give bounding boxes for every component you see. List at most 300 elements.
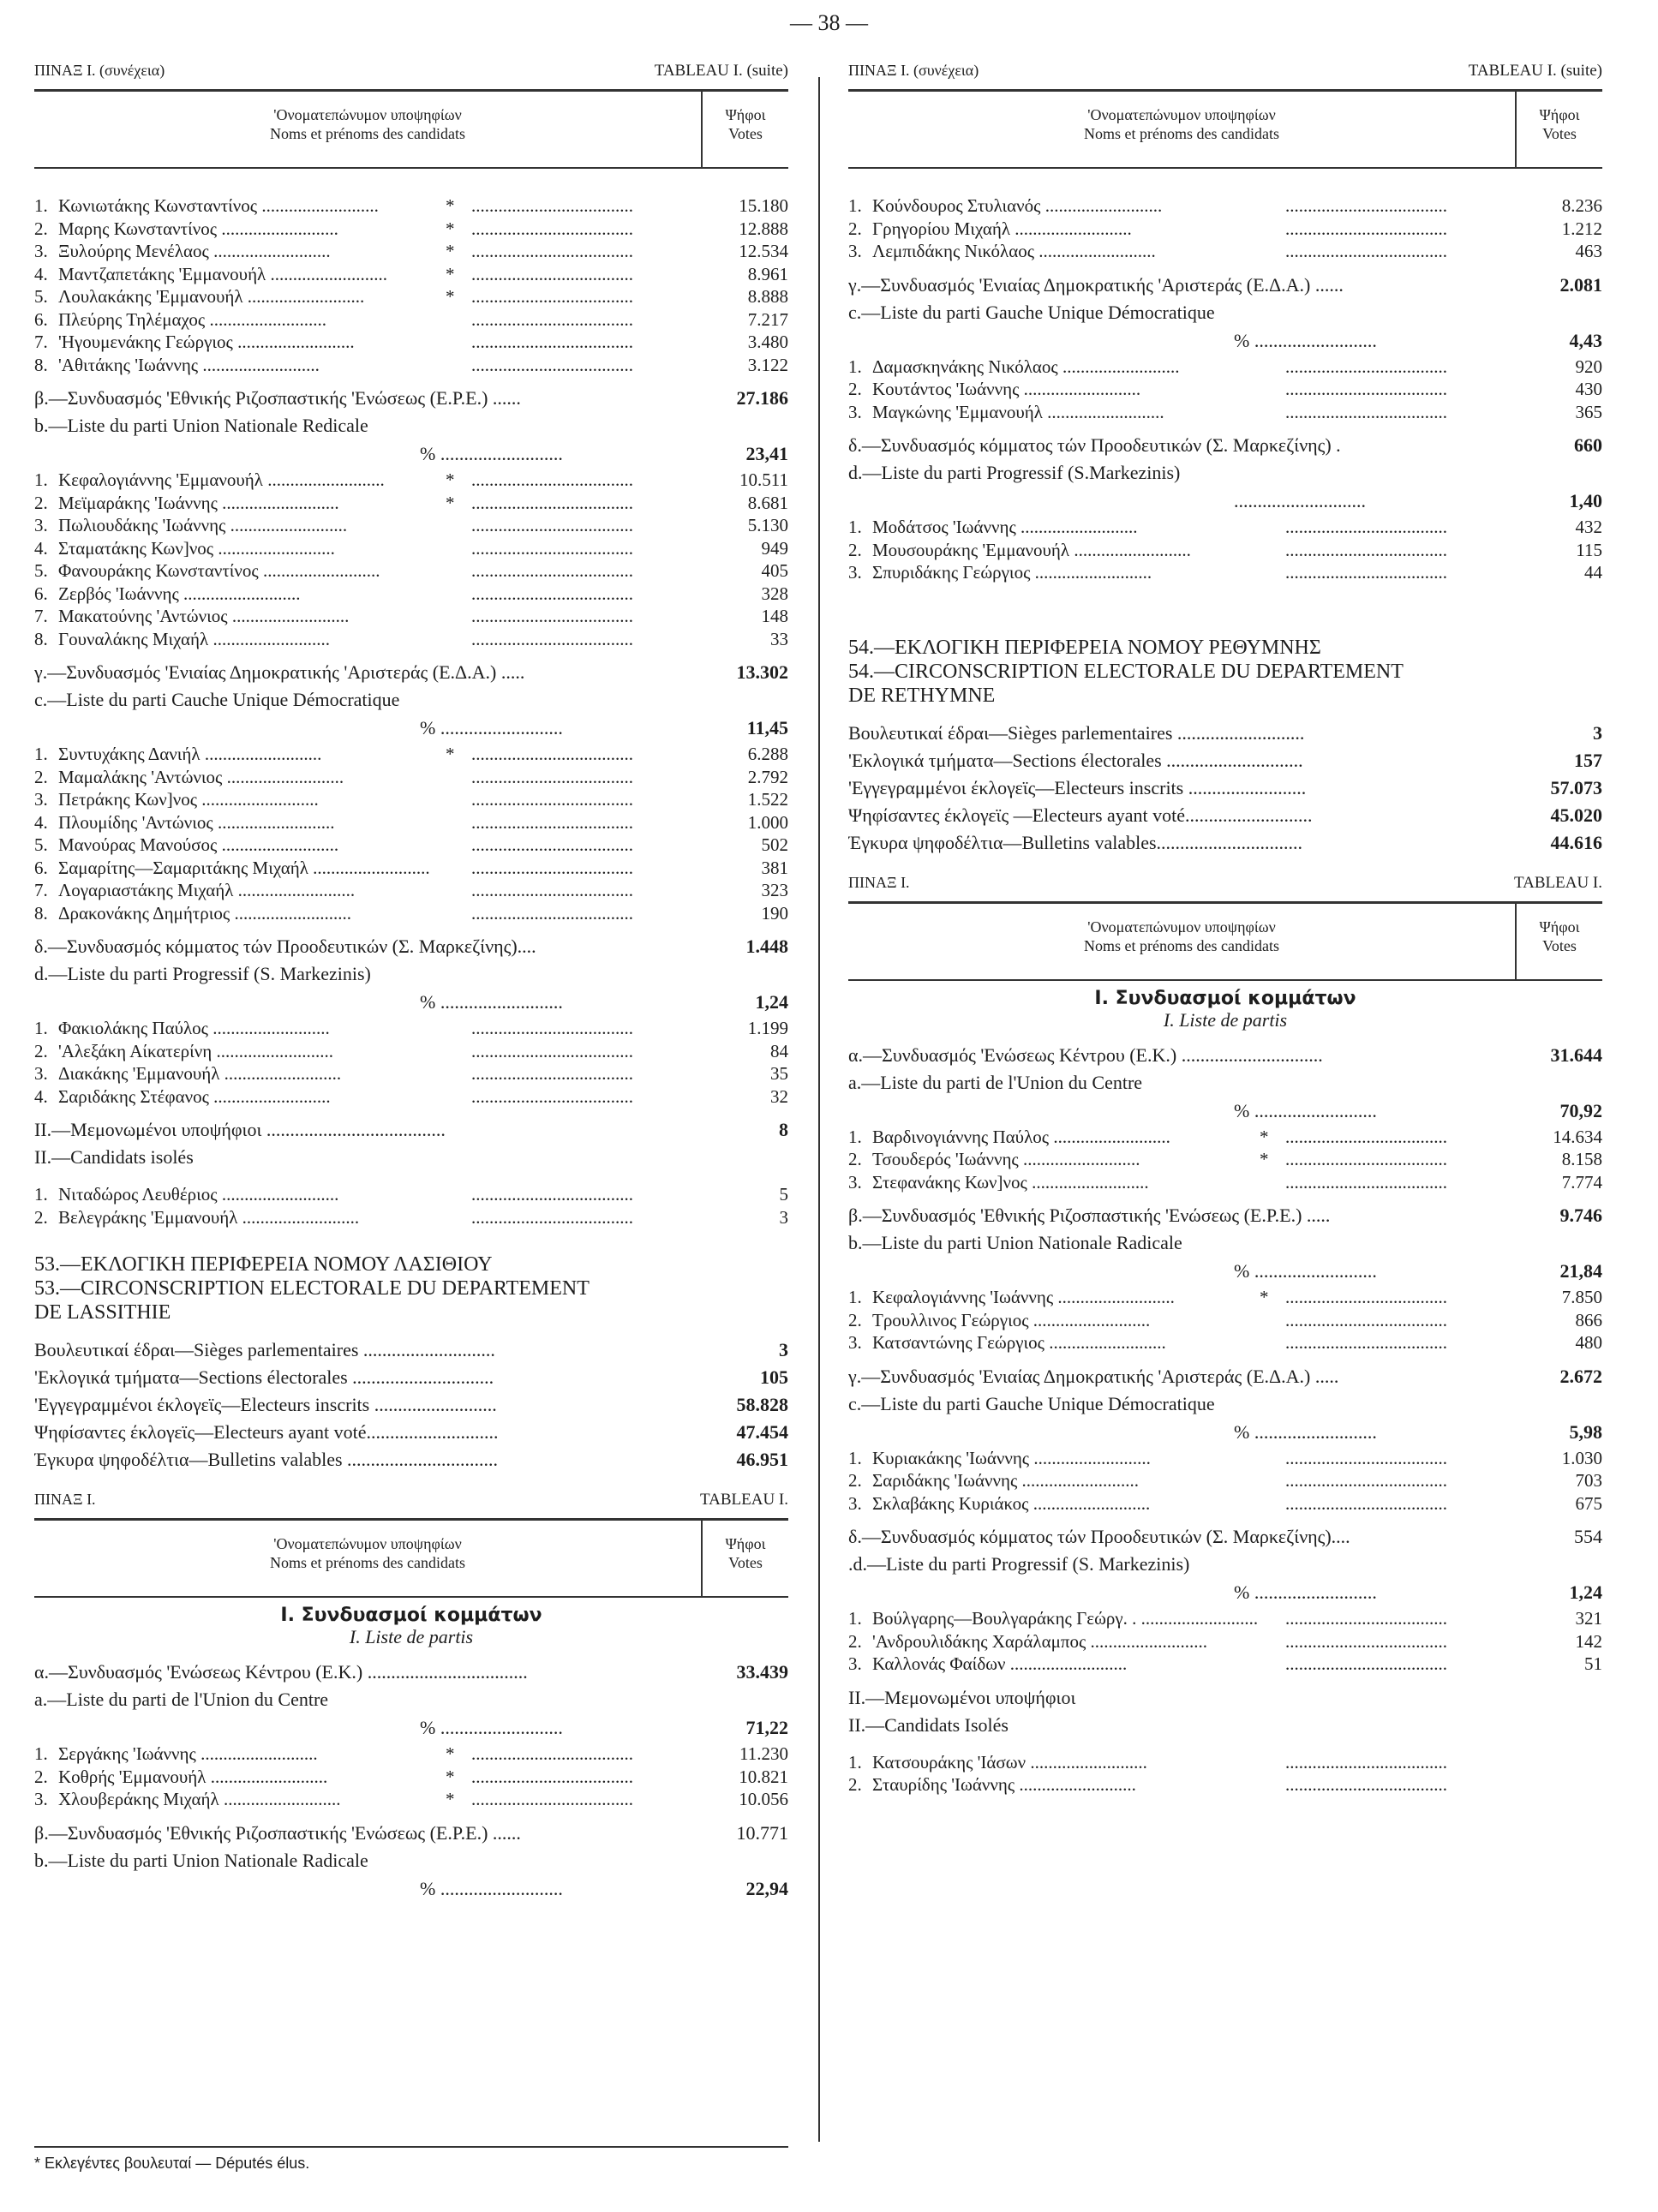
subheading-greek: I. Συνδυασμοί κομμάτων xyxy=(1094,987,1356,1009)
candidate-name xyxy=(848,194,1260,218)
candidate-name xyxy=(34,218,446,241)
candidate-votes: 920 xyxy=(1575,356,1602,377)
leader-dots: .................................... xyxy=(471,1206,633,1228)
candidate-name-text: Σταματάκης Κων]νος xyxy=(58,537,214,559)
candidate-number: 4. xyxy=(34,537,48,559)
candidate-row xyxy=(848,1492,1602,1516)
candidate-name-text: 'Αλεξάκη Αίκατερίνη xyxy=(58,1040,212,1061)
leader-dots: .................................... xyxy=(471,560,633,581)
candidate-votes: 430 xyxy=(1575,379,1602,399)
percent-sign: % .......................... xyxy=(1234,1581,1377,1603)
candidate-name-text: Μαρης Κωνσταντίνος xyxy=(58,218,218,239)
elected-mark: * xyxy=(446,218,455,239)
candidate-name-text: Φακιολάκης Παύλος xyxy=(58,1018,208,1038)
party-label: β.—Συνδυασμός 'Εθνικής Ριζοσπαστικής 'Ενώσεως (Ε.Ρ.Ε.) ...... xyxy=(34,387,521,409)
leader-dots: .......................... xyxy=(217,1184,339,1205)
candidate-row xyxy=(34,1183,788,1206)
leader-dots: .................................... xyxy=(1285,539,1447,560)
candidate-number: 2. xyxy=(848,218,862,239)
candidate-name xyxy=(848,1171,1260,1194)
leader-dots: .................................... xyxy=(1285,241,1447,261)
isolated-label: II.—Μεμονωμένοι υποψήφιοι xyxy=(848,1686,1076,1708)
leader-dots: .......................... xyxy=(1029,1447,1151,1468)
leader-dots: .......................... xyxy=(218,1789,341,1809)
candidate-votes: 1.522 xyxy=(747,789,788,810)
stat-value: 45.020 xyxy=(1550,804,1602,826)
elected-mark: * xyxy=(1260,1149,1269,1169)
candidate-name xyxy=(848,378,1260,401)
candidate-name xyxy=(34,308,446,332)
leader-dots: .................................... xyxy=(1285,1287,1447,1307)
elected-mark: * xyxy=(1260,1126,1269,1147)
candidate-row xyxy=(848,1148,1602,1171)
party-label: α.—Συνδυασμός 'Ενώσεως Κέντρου (Ε.Κ.) .............................. xyxy=(848,1043,1323,1066)
party-label: γ.—Συνδυασμός 'Ενιαίας Δημοκρατικής 'Αριστεράς (Ε.Δ.Α.) ...... xyxy=(848,273,1344,296)
candidate-number: 1. xyxy=(34,469,48,490)
leader-dots: .................................... xyxy=(471,308,633,330)
stat-row xyxy=(848,747,1602,774)
candidate-row xyxy=(34,469,788,492)
leader-dots: .................................... xyxy=(1285,356,1447,377)
candidate-name xyxy=(34,263,446,286)
candidate-name-text: Φανουράκης Κωνσταντίνος xyxy=(58,560,259,581)
leader-dots: .......................... xyxy=(225,515,348,535)
candidate-number: 1. xyxy=(34,1018,48,1038)
candidate-name-text: 'Ανδρουλιδάκης Χαράλαμπος xyxy=(872,1630,1086,1652)
table2-col-names xyxy=(848,904,1515,979)
section-title-french: 53.—CIRCONSCRIPTION ELECTORALE DU DEPARTEMENT xyxy=(34,1277,590,1300)
percent-sign: % .......................... xyxy=(1234,1260,1377,1282)
party-label: δ.—Συνδυασμός κόμματος τών Προοδευτικών (Σ. Μαρκεζίνης).... xyxy=(848,1526,1350,1547)
candidate-number: 8. xyxy=(34,628,48,649)
candidate-votes: 12.888 xyxy=(739,218,788,239)
party-row xyxy=(848,1042,1602,1069)
candidate-name-text: Διακάκης 'Εμμανουήλ xyxy=(58,1063,220,1084)
party-label-french: b.—Liste du parti Union Nationale Radicale xyxy=(848,1232,1182,1253)
candidate-name xyxy=(848,218,1260,241)
candidate-votes: 405 xyxy=(761,560,788,581)
leader-dots: .................................... xyxy=(1285,1492,1447,1514)
candidate-votes: 5.130 xyxy=(747,515,788,535)
candidate-number: 2. xyxy=(848,1149,862,1169)
candidate-row xyxy=(848,1607,1602,1630)
candidate-row xyxy=(34,811,788,834)
candidate-row xyxy=(34,1788,788,1811)
candidate-votes: 148 xyxy=(761,606,788,626)
candidate-name xyxy=(34,559,446,583)
section-54-title xyxy=(848,636,1602,708)
candidate-row xyxy=(848,1630,1602,1653)
candidate-row xyxy=(848,378,1602,401)
candidate-name-text: Κωνιωτάκης Κωνσταντίνος xyxy=(58,195,258,216)
stat-row xyxy=(34,1391,788,1419)
leader-dots: .................................... xyxy=(471,902,633,924)
leader-dots: .......................... xyxy=(205,308,326,330)
left-table-head xyxy=(34,92,788,169)
candidate-votes: 8.236 xyxy=(1561,195,1602,216)
candidate-votes: 51 xyxy=(1584,1653,1602,1674)
candidate-number: 2. xyxy=(34,766,48,787)
candidate-list xyxy=(848,1447,1602,1516)
leader-dots: .................................... xyxy=(1285,562,1447,583)
candidate-name-text: Νιταδώρος Λευθέριος xyxy=(58,1184,218,1205)
candidate-number: 7. xyxy=(34,880,48,900)
stat-row xyxy=(34,1364,788,1391)
stats-list xyxy=(848,720,1602,857)
candidate-list xyxy=(34,1017,788,1108)
candidate-number: 2. xyxy=(848,539,862,560)
candidate-number: 4. xyxy=(34,263,48,284)
leader-dots: .................................... xyxy=(471,1040,633,1061)
stat-label: 'Εκλογικά τμήματα—Sections électorales ............................. xyxy=(848,749,1303,771)
elected-mark: * xyxy=(446,492,455,513)
candidate-list xyxy=(34,1743,788,1811)
leader-dots: .......................... xyxy=(207,1018,330,1038)
candidate-row xyxy=(848,356,1602,379)
candidate-row xyxy=(34,766,788,789)
table2-col-votes xyxy=(1515,904,1602,979)
party-votes: 660 xyxy=(1574,434,1602,456)
candidate-number: 3. xyxy=(34,789,48,810)
percent-value: 1,24 xyxy=(1569,1581,1602,1603)
candidate-name-text: Λογαριαστάκης Μιχαήλ xyxy=(58,880,234,900)
candidate-row xyxy=(34,537,788,560)
candidate-number: 3. xyxy=(34,1789,48,1809)
col-name-greek: 'Ονοματεπώνυμον υποψηφίων xyxy=(273,106,462,123)
candidate-row xyxy=(848,1126,1602,1149)
section-title-french-2: DE LASSITHIE xyxy=(34,1301,171,1324)
candidate-number: 1. xyxy=(848,1287,862,1307)
candidate-name-text: Μακατούνης 'Αντώνιος xyxy=(58,606,228,626)
elected-mark: * xyxy=(446,469,455,490)
candidate-name-text: Μαμαλάκης 'Αντώνιος xyxy=(58,766,223,787)
candidate-name-text: Πωλιουδάκης 'Ιωάννης xyxy=(58,515,226,535)
candidate-votes: 15.180 xyxy=(739,195,788,216)
leader-dots: .......................... xyxy=(217,492,339,513)
stat-label: Έγκυρα ψηφοδέλτια—Bulletins valables............................... xyxy=(848,831,1303,853)
candidate-row xyxy=(34,743,788,766)
candidate-name-text: Πετράκης Κων]νος xyxy=(58,789,198,810)
isolated-label: II.—Μεμονωμένοι υποψήφιοι ...................................... xyxy=(34,1119,446,1140)
candidate-number: 3. xyxy=(848,241,862,261)
candidate-votes: 35 xyxy=(770,1063,788,1084)
candidate-number: 1. xyxy=(848,1608,862,1629)
percent-sign: % .......................... xyxy=(1234,1420,1377,1443)
candidate-name xyxy=(34,194,446,218)
candidate-row xyxy=(848,539,1602,562)
leader-dots: .......................... xyxy=(222,766,344,787)
candidate-name-text: Κούνδουρος Στυλιανός xyxy=(872,195,1041,216)
candidate-row xyxy=(34,857,788,880)
leader-dots: .................................... xyxy=(471,263,633,284)
candidate-row xyxy=(848,1773,1602,1797)
candidate-row xyxy=(34,628,788,651)
candidate-name-text: Ξυλούρης Μενέλαος xyxy=(58,241,209,261)
leader-dots: .......................... xyxy=(262,469,385,490)
candidate-name xyxy=(34,1743,446,1766)
stat-label: 'Εκλογικά τμήματα—Sections électorales .............................. xyxy=(34,1366,494,1388)
candidate-name-text: Μεϊμαράκης 'Ιωάννης xyxy=(58,492,218,513)
candidate-row xyxy=(848,561,1602,584)
candidate-row xyxy=(34,1766,788,1789)
party-row xyxy=(34,933,788,960)
candidate-number: 8. xyxy=(34,354,48,375)
candidate-number: 3. xyxy=(848,1171,862,1193)
leader-dots: .................................... xyxy=(471,1018,633,1038)
leader-dots: .................................... xyxy=(471,1743,633,1764)
candidate-votes: 190 xyxy=(761,902,788,924)
candidate-name-text: Σαριδάκης Στέφανος xyxy=(58,1085,209,1107)
candidate-row xyxy=(848,1171,1602,1194)
candidate-name-text: Λουλακάκης 'Εμμανουήλ xyxy=(58,286,243,307)
col-votes-french: Votes xyxy=(728,1554,763,1571)
candidate-number: 3. xyxy=(848,1492,862,1514)
leader-dots: .......................... xyxy=(233,880,356,900)
candidate-number: 6. xyxy=(34,857,48,878)
page-number: — 38 — xyxy=(790,10,868,35)
leader-dots: .......................... xyxy=(1028,1309,1151,1330)
percent-value: 71,22 xyxy=(745,1717,788,1738)
candidate-row xyxy=(34,331,788,354)
party-row xyxy=(848,1202,1602,1229)
leader-dots: .................................... xyxy=(471,1184,633,1205)
leader-dots: .................................... xyxy=(471,241,633,261)
percent-row xyxy=(34,714,788,743)
percent-sign: % .......................... xyxy=(1234,329,1377,351)
stat-row xyxy=(848,829,1602,857)
candidate-name xyxy=(34,492,446,515)
candidate-name-text: Δρακονάκης Δημήτριος xyxy=(58,902,230,924)
leader-dots: .................................... xyxy=(471,218,633,239)
leader-dots: .................................... xyxy=(1285,1774,1447,1795)
party-row xyxy=(34,1659,788,1686)
left-col-votes xyxy=(701,92,788,167)
candidate-name-text: Κοθρής 'Εμμανουήλ xyxy=(58,1766,207,1787)
leader-dots: .......................... xyxy=(237,1206,360,1228)
candidate-row xyxy=(34,879,788,902)
candidate-row xyxy=(34,1743,788,1766)
col-votes-french: Votes xyxy=(1542,125,1577,142)
candidate-name xyxy=(848,1773,1260,1797)
candidate-list xyxy=(34,1183,788,1229)
candidate-name xyxy=(34,788,446,811)
leader-dots: .................................... xyxy=(471,880,633,900)
candidate-number: 5. xyxy=(34,834,48,855)
party-votes: 10.771 xyxy=(736,1821,788,1844)
candidate-row xyxy=(34,514,788,537)
leader-dots: .................................... xyxy=(471,195,633,216)
leader-dots: .................................... xyxy=(471,628,633,649)
candidate-name-text: Κυριακάκης 'Ιωάννης xyxy=(872,1447,1030,1468)
leader-dots: .......................... xyxy=(195,1743,318,1764)
leader-dots: .......................... xyxy=(1015,517,1138,537)
candidate-name-text: Κουτάντος 'Ιωάννης xyxy=(872,379,1020,399)
candidate-name xyxy=(34,834,446,857)
elected-mark: * xyxy=(446,1743,455,1764)
candidate-name-text: Σαριδάκης 'Ιωάννης xyxy=(872,1470,1018,1491)
party-label-french: a.—Liste du parti de l'Union du Centre xyxy=(34,1689,329,1710)
percent-row xyxy=(34,1713,788,1743)
candidate-votes: 7.774 xyxy=(1561,1171,1602,1193)
leader-dots: .................................... xyxy=(1285,1149,1447,1169)
candidate-votes: 381 xyxy=(761,857,788,878)
candidate-row xyxy=(34,492,788,515)
candidate-list xyxy=(34,743,788,924)
col-name-french: Noms et prénoms des candidats xyxy=(270,1554,465,1571)
stat-label: Βουλευτικαί έδραι—Sièges parlementaires ............................ xyxy=(34,1339,495,1360)
candidate-number: 2. xyxy=(34,1206,48,1228)
candidate-name xyxy=(34,628,446,651)
candidate-votes: 2.792 xyxy=(747,766,788,787)
candidate-name xyxy=(34,605,446,628)
candidate-name-text: Βελεγράκης 'Εμμανουήλ xyxy=(58,1206,238,1228)
candidate-name-text: Μανούρας Μανούσος xyxy=(58,834,218,855)
candidate-row xyxy=(848,1447,1602,1470)
candidate-name-text: Συντυχάκης Δανιήλ xyxy=(58,744,201,764)
stat-row xyxy=(848,802,1602,829)
leader-dots: .......................... xyxy=(1034,241,1156,261)
candidate-votes: 10.056 xyxy=(739,1789,788,1809)
candidate-votes: 33 xyxy=(770,628,788,649)
party-label-french: d.—Liste du parti Progressif (S.Markezinis) xyxy=(848,462,1181,483)
leader-dots: .................................... xyxy=(1285,1126,1447,1147)
candidate-votes: 675 xyxy=(1575,1492,1602,1514)
leader-dots: .......................... xyxy=(206,1766,328,1787)
leader-dots: .......................... xyxy=(198,354,320,375)
candidate-votes: 8.158 xyxy=(1561,1149,1602,1169)
candidate-name xyxy=(34,583,446,606)
leader-dots: .......................... xyxy=(1015,1774,1136,1795)
candidate-votes: 321 xyxy=(1575,1608,1602,1629)
leader-dots: .......................... xyxy=(1028,1492,1151,1514)
leader-dots: .......................... xyxy=(1069,539,1191,560)
section-title-french-2: DE RETHYMNE xyxy=(848,684,996,707)
party-label-french: a.—Liste du parti de l'Union du Centre xyxy=(848,1071,1143,1093)
candidate-name xyxy=(848,401,1260,424)
candidate-number: 1. xyxy=(848,195,862,216)
left-column xyxy=(34,62,788,1904)
candidate-name xyxy=(34,766,446,789)
isolated-row xyxy=(34,1116,788,1144)
candidate-name-text: Βούλγαρης—Βουλγαράκης Γεώργ. . xyxy=(872,1608,1137,1629)
leader-dots: .................................... xyxy=(471,766,633,787)
candidate-name xyxy=(34,1085,446,1109)
stat-value: 46.951 xyxy=(736,1449,788,1470)
leader-dots: .................................... xyxy=(471,857,633,878)
candidate-row xyxy=(848,1653,1602,1676)
col-name-greek: 'Ονοματεπώνυμον υποψηφίων xyxy=(1087,106,1276,123)
percent-sign: % .......................... xyxy=(420,1717,563,1738)
candidate-row xyxy=(848,516,1602,539)
candidate-name xyxy=(848,539,1260,562)
col-votes-greek: Ψήφοι xyxy=(725,1535,766,1552)
leader-dots: .......................... xyxy=(258,560,380,581)
candidate-name-text: Γρηγορίου Μιχαήλ xyxy=(872,218,1011,239)
stat-value: 3 xyxy=(1593,721,1602,744)
stats-list xyxy=(34,1336,788,1474)
candidate-name xyxy=(848,1492,1260,1516)
candidate-number: 6. xyxy=(34,583,48,604)
percent-row xyxy=(848,1578,1602,1607)
table2-header-greek: ΠΙΝΑΞ I. xyxy=(34,1491,96,1508)
candidate-list xyxy=(848,1607,1602,1676)
party-votes: 2.672 xyxy=(1559,1365,1602,1387)
percent-row xyxy=(34,1874,788,1904)
party-votes: 13.302 xyxy=(736,661,788,683)
candidate-votes: 10.821 xyxy=(739,1766,788,1787)
candidate-name xyxy=(34,514,446,537)
stat-label: Ψηφίσαντες έκλογεϊς —Electeurs ayant voté........................... xyxy=(848,804,1313,826)
leader-dots: .......................... xyxy=(1019,379,1141,399)
col-votes-greek: Ψήφοι xyxy=(725,106,766,123)
leader-dots: .................................... xyxy=(1285,517,1447,537)
leader-dots: .................................... xyxy=(471,811,633,833)
candidate-name-text: Τσουδερός 'Ιωάννης xyxy=(872,1149,1019,1169)
leader-dots: .......................... xyxy=(217,834,339,855)
candidate-list xyxy=(34,469,788,650)
leader-dots: .......................... xyxy=(208,241,331,261)
party-label-french: d.—Liste du parti Progressif (S. Markezinis) xyxy=(34,963,371,984)
right-table-head xyxy=(848,92,1602,169)
leader-dots: .................................... xyxy=(1285,1630,1447,1652)
candidate-list xyxy=(34,194,788,376)
candidate-number: 3. xyxy=(848,401,862,422)
leader-dots: .......................... xyxy=(1018,1149,1140,1169)
candidate-name xyxy=(34,1062,446,1085)
percent-row xyxy=(848,1257,1602,1286)
leader-dots: .......................... xyxy=(219,1063,342,1084)
stat-row xyxy=(34,1446,788,1474)
party-row xyxy=(848,1363,1602,1390)
candidate-list xyxy=(848,356,1602,424)
leader-dots: .................................... xyxy=(471,606,633,626)
stat-label: 'Εγγεγραμμένοι έκλογεϊς—Electeurs inscrits .......................... xyxy=(34,1394,497,1415)
left-col-names xyxy=(34,92,701,167)
leader-dots: .................................... xyxy=(1285,1309,1447,1330)
candidate-list xyxy=(848,1126,1602,1194)
candidate-votes: 44 xyxy=(1584,562,1602,583)
candidate-number: 3. xyxy=(34,1063,48,1084)
right-column xyxy=(848,62,1602,1797)
candidate-name xyxy=(34,857,446,880)
candidate-row xyxy=(34,1040,788,1063)
right-header-french: TABLEAU I. (suite) xyxy=(1468,62,1602,80)
leader-dots: .................................... xyxy=(471,515,633,535)
percent-value: 1,40 xyxy=(1569,490,1602,511)
candidate-name-text: Κεφαλογιάννης 'Ιωάννης xyxy=(872,1287,1054,1307)
candidate-name xyxy=(34,1040,446,1063)
candidate-number: 2. xyxy=(848,1630,862,1652)
party-votes: 27.186 xyxy=(736,387,788,409)
candidate-row xyxy=(848,1286,1602,1309)
candidate-number: 1. xyxy=(34,195,48,216)
candidate-name-text: 'Ηγουμενάκης Γεώργιος xyxy=(58,332,233,352)
party-label: δ.—Συνδυασμός κόμματος τών Προοδευτικών (Σ. Μαρκεζίνης).... xyxy=(34,936,536,957)
leader-dots: .................................... xyxy=(471,354,633,375)
party-label-french: b.—Liste du parti Union Nationale Redicale xyxy=(34,415,368,436)
leader-dots: .......................... xyxy=(212,811,335,833)
stat-row xyxy=(848,774,1602,802)
leader-dots: .................................... xyxy=(471,1085,633,1107)
candidate-name xyxy=(848,1447,1260,1470)
leader-dots: .................................... xyxy=(471,469,633,490)
candidate-list xyxy=(848,1286,1602,1354)
stat-value: 3 xyxy=(779,1339,788,1360)
right-running-header xyxy=(848,62,1602,87)
party-row xyxy=(848,272,1602,299)
stat-row xyxy=(848,720,1602,747)
leader-dots: .................................... xyxy=(1285,379,1447,399)
